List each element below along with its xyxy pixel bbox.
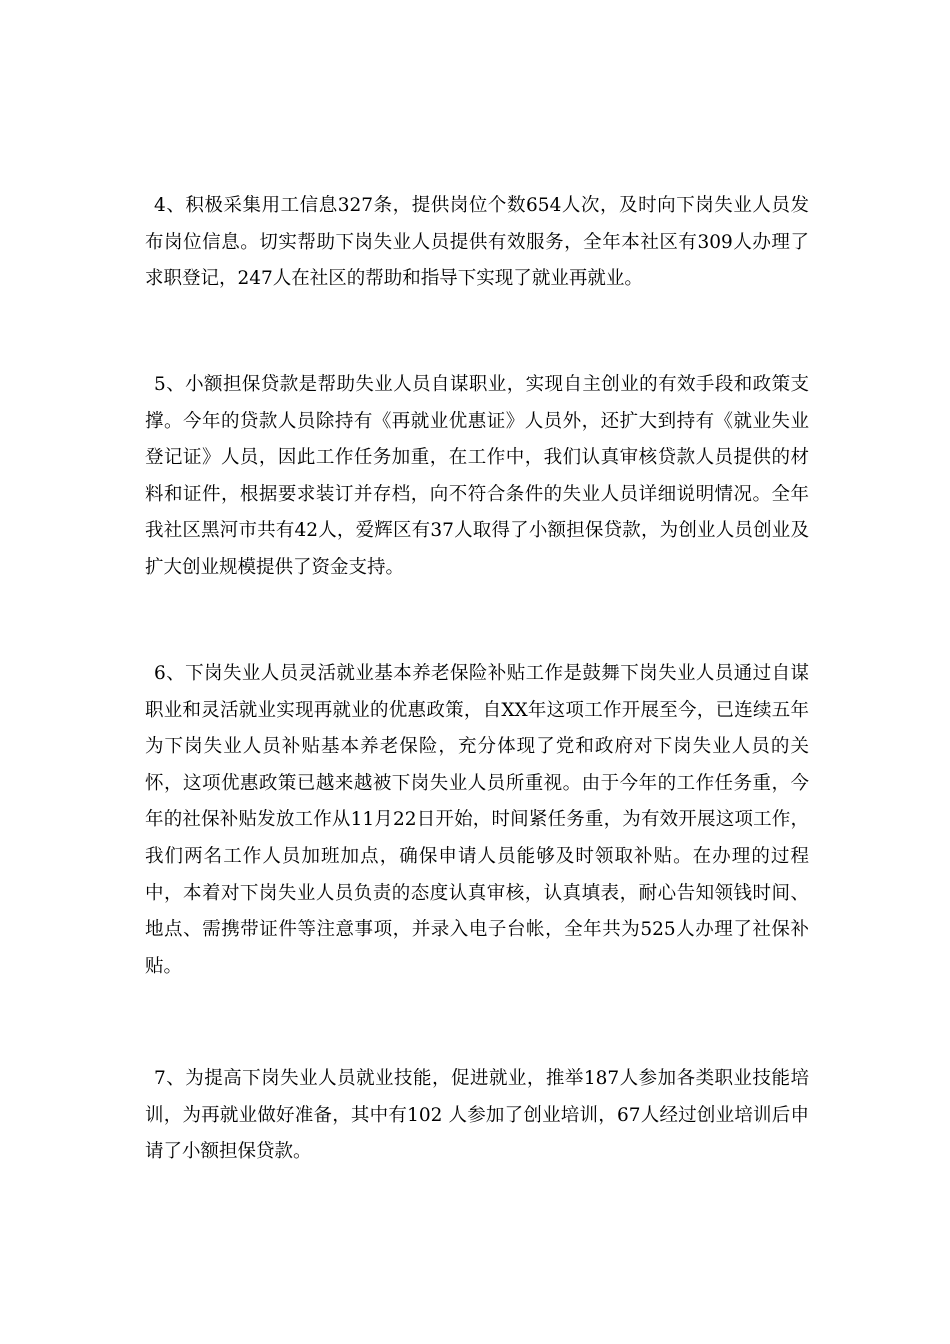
paragraph-item-4: 4、积极采集用工信息327条，提供岗位个数654人次，及时向下岗失业人员发布岗位信息。切实帮助下岗失业人员提供有效服务，全年本社区有309人办理了求职登记，247人在社区的帮助和指导下实现了就业再就业。: [145, 195, 809, 290]
paragraph-item-5: 5、小额担保贷款是帮助失业人员自谋职业，实现自主创业的有效手段和政策支撑。今年的贷款人员除持有《再就业优惠证》人员外，还扩大到持有《就业失业登记证》人员，因此工作任务加重，在工作中，我们认真审核贷款人员提供的材料和证件，根据要求装订并存档，向不符合条件的失业人员详细说明情况。全年我社区黑河市共有42人，爱辉区有37人取得了小额担保贷款，为创业人员创业及扩大创业规模提供了资金支持。: [145, 374, 809, 578]
paragraph-item-6: 6、下岗失业人员灵活就业基本养老保险补贴工作是鼓舞下岗失业人员通过自谋职业和灵活就业实现再就业的优惠政策，自XX年这项工作开展至今，已连续五年为下岗失业人员补贴基本养老保险，充分体现了党和政府对下岗失业人员的关怀，这项优惠政策已越来越被下岗失业人员所重视。由于今年的工作任务重，今年的社保补贴发放工作从11月22日开始，时间紧任务重，为有效开展这项工作，我们两名工作人员加班加点，确保申请人员能够及时领取补贴。在办理的过程中，本着对下岗失业人员负责的态度认真审核，认真填表，耐心告知领钱时间、地点、需携带证件等注意事项，并录入电子台帐，全年共为525人办理了社保补贴。: [145, 663, 809, 977]
paragraph-item-7: 7、为提高下岗失业人员就业技能，促进就业，推举187人参加各类职业技能培训，为再就业做好准备，其中有102 人参加了创业培训，67人经过创业培训后申请了小额担保贷款。: [145, 1068, 809, 1163]
